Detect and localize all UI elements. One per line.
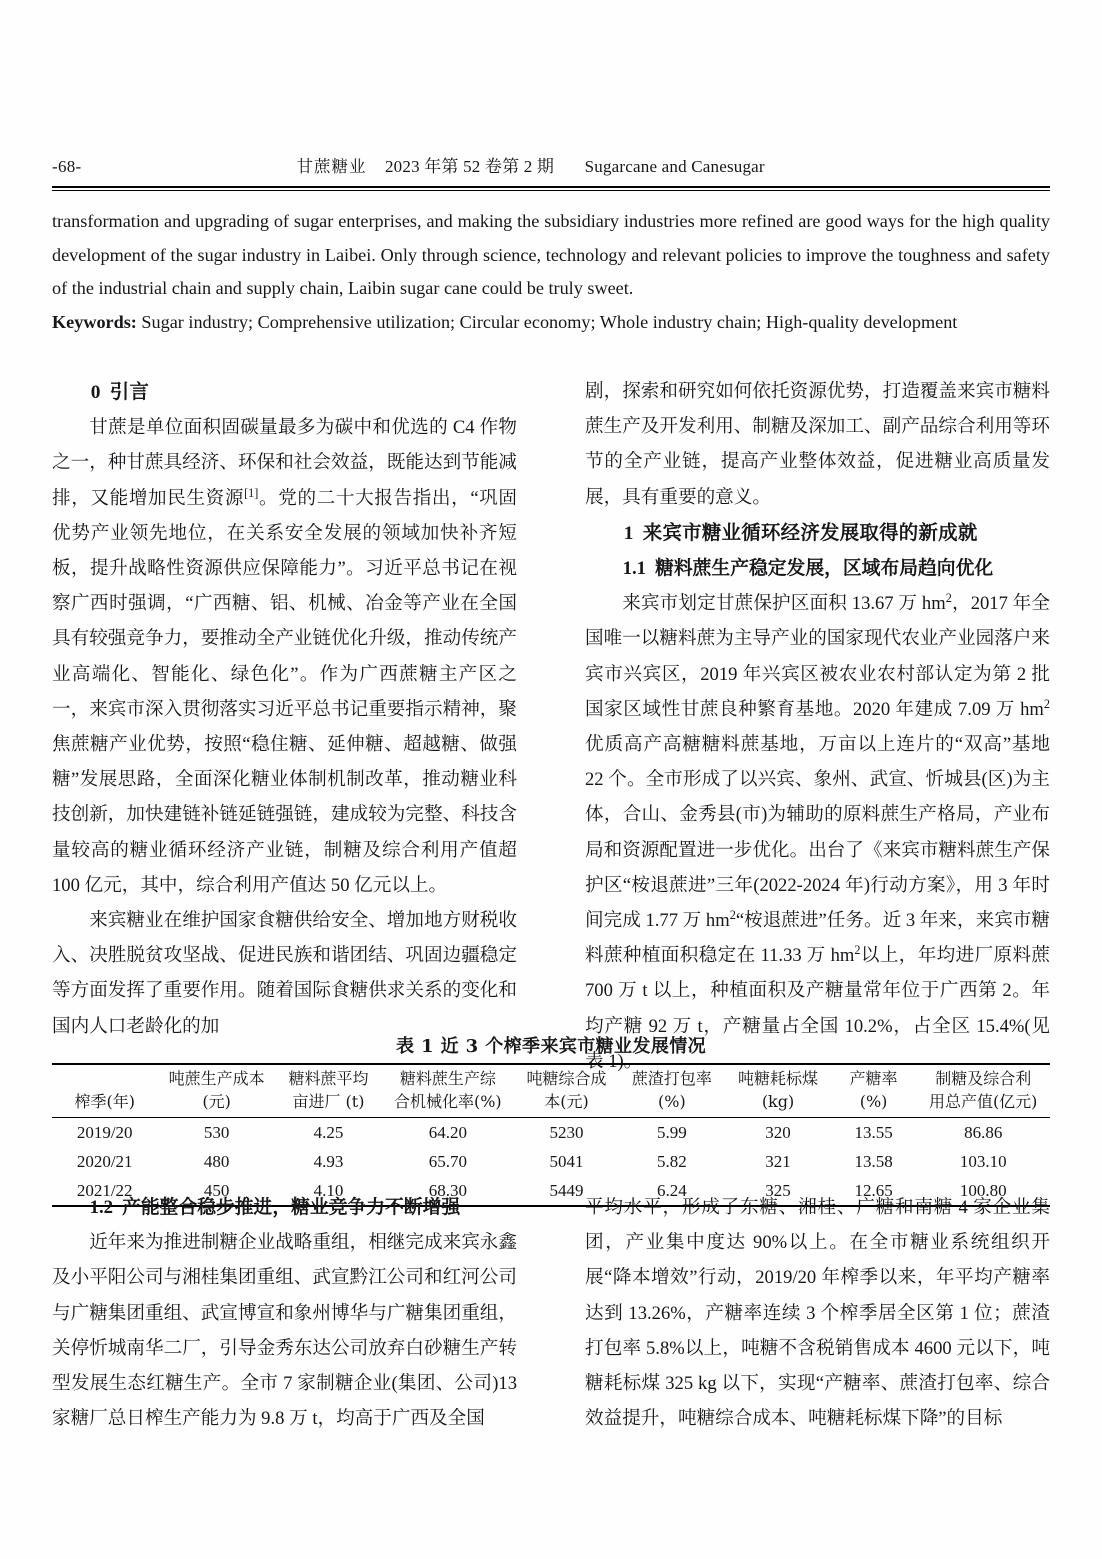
body-column-left-lower — [52, 1190, 517, 1436]
table-cell: 103.10 — [959, 1152, 1007, 1171]
section-heading-0 — [52, 374, 517, 410]
paragraph-intro-2: 来宾糖业在维护国家食糖供给安全、增加地方财税收入、决胜脱贫攻坚战、促进民族和谐团结、巩固边疆稳定等方面发挥了重要作用。随着国际食糖供求关系的变化和国内人口老龄化的加 — [52, 910, 517, 1037]
page-folio: -68- — [52, 157, 82, 176]
table-cell: 530 — [203, 1123, 230, 1142]
table-cell: 4.25 — [313, 1123, 344, 1142]
table-1-head — [52, 1064, 1050, 1118]
abstract-block — [52, 205, 1050, 339]
reference-marker-1: [1] — [244, 485, 259, 500]
header-line-2: 用总产值(亿元) — [928, 1091, 1038, 1111]
header-line-1: 吨糖综合成 — [526, 1069, 607, 1088]
table-cell: 68.30 — [428, 1181, 467, 1200]
header-line-2: (元) — [202, 1091, 231, 1111]
section-heading-1-text: 来宾市糖业循环经济发展取得的新成就 — [642, 520, 978, 544]
body-column-right-lower — [585, 1190, 1050, 1436]
paragraph-section-1-2: 近年来为推进制糖企业战略重组，相继完成来宾永鑫及小平阳公司与湘桂集团重组、武宣黔江公司和红河公司与广糖集团重组、武宣博宣和象州博华与广糖集团重组，关停忻城南华二厂，引导金秀东达公司放弃白砂糖生产转型发展生态红糖生产。全市 7 家制糖企业(集团、公司)13 家糖厂总日榨生产能力为 9.8 万 t，均高于广西及全国 — [52, 1232, 517, 1430]
table-cell: 321 — [765, 1152, 791, 1171]
journal-info — [297, 152, 765, 177]
body-column-right-upper — [585, 374, 1050, 1079]
table-col-header — [618, 1064, 725, 1118]
table-row — [52, 1118, 1050, 1148]
table-header-row — [52, 1064, 1050, 1118]
table-cell: 2019/20 — [76, 1123, 133, 1142]
table-cell: 4.10 — [313, 1181, 344, 1200]
abstract-body: transformation and upgrading of sugar enterprises, and making the subsidiary industries more refined are good ways for the high quality development of the sugar industry in Laibei. Only through science, technology and relevant policies to improve the toughness and safety of the industrial chain and supply chain, Laibin sugar cane could be truly sweet. — [52, 211, 1050, 298]
table-1 — [52, 1063, 1050, 1207]
table-cell: 2020/21 — [76, 1152, 133, 1171]
header-line-2: (%) — [658, 1091, 686, 1111]
table-cell: 320 — [765, 1123, 791, 1142]
section-heading-1-2-number: 1.2 — [89, 1197, 114, 1218]
table-row — [52, 1147, 1050, 1176]
para-seg-d: “桉退蔗进”任务。近 3 年来，来宾市糖料蔗种植面积稳定在 11.33 万 hm — [585, 910, 1050, 967]
table-cell: 4.93 — [313, 1152, 344, 1171]
table-col-header — [52, 1064, 157, 1118]
keywords-value: Sugar industry; Comprehensive utilization; Circular economy; Whole industry chain; High-quality development — [141, 311, 958, 332]
para-seg-a: 来宾市划定甘蔗保护区面积 13.67 万 hm — [622, 593, 946, 615]
para-seg-e: 以上，年均进厂原料蔗 700 万 t 以上，种植面积及产糖量常年位于广西第 2。年均产糖 92 万 t，产糖量占全国 10.2%，占全区 15.4%(见表 1)。 — [585, 945, 1050, 1072]
unit-superscript-2: 2 — [1043, 696, 1050, 711]
table-cell: 5230 — [549, 1123, 584, 1142]
unit-superscript-3: 2 — [729, 907, 736, 922]
table-cell: 64.20 — [428, 1123, 467, 1142]
table-col-header — [831, 1064, 917, 1118]
table-cell: 5.99 — [656, 1123, 687, 1142]
table-col-header — [725, 1064, 830, 1118]
paragraph-section-1-1 — [585, 586, 1050, 1079]
section-heading-1-1 — [585, 551, 1050, 586]
table-1-container — [52, 1032, 1050, 1207]
table-cell: 325 — [765, 1181, 791, 1200]
header-line-1: 蔗渣打包率 — [631, 1069, 712, 1088]
paragraph-intro-continued: 剧，探索和研究如何依托资源优势，打造覆盖来宾市糖料蔗生产及开发利用、制糖及深加工、副产品综合利用等环节的全产业链，提高产业整体效益，促进糖业高质量发展，具有重要的意义。 — [585, 381, 1050, 508]
header-line-1: 吨糖耗标煤 — [738, 1069, 819, 1088]
table-cell: 12.65 — [854, 1181, 893, 1200]
table-cell: 450 — [203, 1181, 230, 1200]
keywords-line — [52, 306, 1050, 340]
header-line-1: 产糖率 — [849, 1069, 898, 1088]
table-col-header — [916, 1064, 1050, 1118]
table-cell: 86.86 — [964, 1123, 1003, 1142]
table-cell: 13.55 — [854, 1123, 893, 1142]
volume-issue: 2023 年第 52 卷第 2 期 — [384, 157, 555, 176]
table-col-header — [381, 1064, 514, 1118]
header-line-1: 榨季(年) — [74, 1091, 135, 1111]
section-heading-1-1-number: 1.1 — [622, 558, 647, 580]
unit-superscript-1: 2 — [945, 591, 952, 606]
header-line-1: 糖料蔗生产综 — [399, 1069, 496, 1088]
table-cell: 2021/22 — [76, 1181, 133, 1200]
header-line-1: 制糖及综合利 — [935, 1069, 1032, 1088]
table-cell: 5041 — [549, 1152, 584, 1171]
header-line-2: (kg) — [761, 1091, 795, 1111]
keywords-label: Keywords: — [52, 311, 137, 332]
section-heading-0-number: 0 — [90, 382, 101, 403]
header-line-1: 糖料蔗平均 — [288, 1069, 369, 1088]
paragraph-intro-1 — [52, 410, 517, 903]
section-heading-1-1-text: 糖料蔗生产稳定发展，区域布局趋向优化 — [655, 557, 994, 580]
table-cell: 13.58 — [854, 1152, 893, 1171]
para-seg-c: 优质高产高糖糖料蔗基地，万亩以上连片的“双高”基地 22 个。全市形成了以兴宾、象州、武宣、忻城县(区)为主体，合山、金秀县(市)为辅助的原料蔗生产格局，产业布局和资源配置进一步优化。出台了《来宾市糖料蔗生产保护区“桉退蔗进”三年(2022-2024 年)行动方案》，用 3 年时间完成 1.77 万 hm — [585, 734, 1050, 932]
header-line-2: 亩进厂 (t) — [292, 1091, 365, 1111]
paragraph-intro-1b: 。党的二十大报告指出，“巩固优势产业领先地位，在关系安全发展的领域加快补齐短板，提升战略性资源供应保障能力”。习近平总书记在视察广西时强调，“广西糖、铝、机械、冶金等产业在全国具有较强竞争力，要推动全产业链优化升级，推动传统产业高端化、智能化、绿色化”。作为广西蔗糖主产区之一，来宾市深入贯彻落实习近平总书记重要指示精神，聚焦蔗糖产业优势，按照“稳住糖、延伸糖、超越糖、做强糖”发展思路，全面深化糖业体制机制改革，推动糖业科技创新，加快建链补链延链强链，建成较为完整、科技含量较高的糖业循环经济产业链，制糖及综合利用产值超 100 亿元，其中，综合利用产值达 50 亿元以上。 — [52, 487, 517, 896]
section-heading-1-number: 1 — [623, 522, 634, 544]
table-cell: 65.70 — [428, 1152, 467, 1171]
table-col-header — [276, 1064, 381, 1118]
table-col-header — [515, 1064, 619, 1118]
table-cell: 100.80 — [959, 1181, 1007, 1200]
header-rule — [52, 186, 1050, 191]
header-line-2: (%) — [859, 1091, 888, 1111]
section-heading-0-text: 引言 — [109, 380, 150, 403]
unit-superscript-4: 2 — [854, 943, 861, 958]
table-cell: 5449 — [549, 1181, 584, 1200]
para-seg-b: ，2017 年全国唯一以糖料蔗为主导产业的国家现代农业产业园落户来宾市兴宾区，2019 年兴宾区被农业农村部认定为第 2 批国家区域性甘蔗良种繁育基地。2020 年建成 7.09 万 hm — [585, 593, 1051, 720]
journal-name-cn: 甘蔗糖业 — [296, 157, 367, 176]
table-1-caption: 表 1 近 3 个榨季来宾市糖业发展情况 — [395, 1036, 707, 1057]
section-heading-1 — [585, 515, 1050, 551]
paragraph-intro-1a: 甘蔗是单位面积固碳量最多为碳中和优选的 C4 作物之一，种甘蔗具经济、环保和社会效益，既能达到节能减排，又能增加民生资源 — [52, 417, 517, 509]
table-cell: 5.82 — [656, 1152, 687, 1171]
table-cell: 6.24 — [656, 1181, 687, 1200]
header-line-2: 合机械化率(%) — [393, 1091, 502, 1111]
section-heading-1-2 — [52, 1190, 517, 1225]
header-line-2: 本(元) — [544, 1091, 589, 1111]
running-header — [52, 152, 1050, 182]
table-col-header — [157, 1064, 275, 1118]
paragraph-section-1-2-continued: 平均水平，形成了东糖、湘桂、广糖和南糖 4 家企业集团，产业集中度达 90%以上。在全市糖业系统组织开展“降本增效”行动，2019/20 年榨季以来，年平均产糖率达到 13.26%，产糖率连续 3 个榨季居全区第 1 位；蔗渣打包率 5.8%以上，吨糖不含税销售成本 4600 元以下，吨糖耗标煤 325 kg 以下，实现“产糖率、蔗渣打包率、综合效益提升，吨糖综合成本、吨糖耗标煤下降”的目标 — [585, 1197, 1050, 1430]
table-cell: 480 — [203, 1152, 230, 1171]
header-line-1: 吨蔗生产成本 — [168, 1069, 265, 1088]
journal-name-en: Sugarcane and Canesugar — [584, 157, 765, 176]
section-heading-1-2-text: 产能整合稳步推进，糖业竞争力不断增强 — [122, 1196, 461, 1218]
body-column-left-upper — [52, 374, 517, 1044]
